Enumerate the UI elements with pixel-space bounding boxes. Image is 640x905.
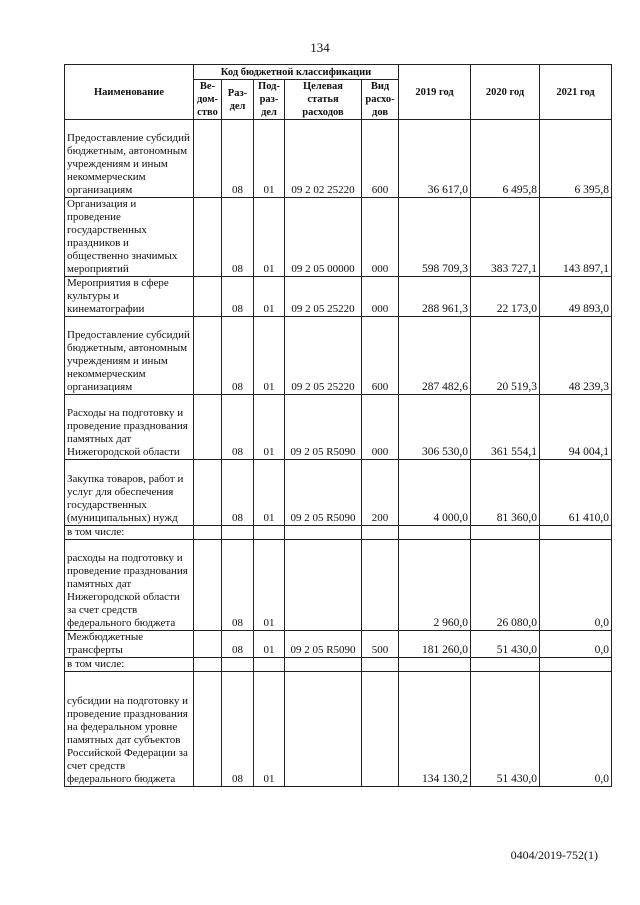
row-2019: 598 709,3: [399, 198, 471, 277]
row-ved: [194, 198, 222, 277]
row-2021: 61 410,0: [540, 460, 612, 526]
row-ved: [194, 540, 222, 631]
row-rz: 08: [222, 631, 254, 658]
header-name: Наименование: [65, 65, 194, 120]
row-2019: 2 960,0: [399, 540, 471, 631]
row-rz: 08: [222, 120, 254, 198]
table-row: [65, 395, 612, 460]
row-2020: 383 727,1: [471, 198, 540, 277]
row-2020: 51 430,0: [471, 631, 540, 658]
header-ved: Ве- дом- ство: [194, 80, 222, 120]
row-rz: 08: [222, 672, 254, 787]
header-2019: 2019 год: [399, 65, 471, 120]
row-2020: [471, 658, 540, 672]
row-2020: 20 519,3: [471, 317, 540, 395]
row-ved: [194, 631, 222, 658]
row-csr: [285, 672, 362, 787]
row-name: в том числе:: [65, 526, 194, 540]
row-pr: 01: [254, 631, 285, 658]
row-2019: [399, 526, 471, 540]
row-rz: 08: [222, 277, 254, 317]
row-vr: [362, 540, 399, 631]
row-2019: [399, 658, 471, 672]
row-2020: [471, 526, 540, 540]
page-number: 134: [310, 40, 330, 55]
header-vid: Вид расхо- дов: [362, 80, 399, 120]
row-pr: 01: [254, 460, 285, 526]
row-pr: [254, 526, 285, 540]
row-csr: 09 2 02 25220: [285, 120, 362, 198]
row-2019: 288 961,3: [399, 277, 471, 317]
row-pr: 01: [254, 395, 285, 460]
row-name: субсидии на подготовку и проведение празднования на федеральном уровне памятных дат субъектов Российской Федерации за счет средств федерального бюджета: [65, 672, 194, 787]
row-csr: 09 2 05 R5090: [285, 460, 362, 526]
row-vr: 000: [362, 395, 399, 460]
row-vr: [362, 658, 399, 672]
table-row: [65, 540, 612, 631]
row-name: Мероприятия в сфере культуры и кинематографии: [65, 277, 194, 317]
header-2021: 2021 год: [540, 65, 612, 120]
table-row: [65, 672, 612, 787]
row-csr: 09 2 05 R5090: [285, 395, 362, 460]
row-2020: 22 173,0: [471, 277, 540, 317]
row-vr: 600: [362, 120, 399, 198]
row-2020: 361 554,1: [471, 395, 540, 460]
row-rz: 08: [222, 395, 254, 460]
row-name: Расходы на подготовку и проведение празднования памятных дат Нижегородской области: [65, 395, 194, 460]
row-2019: 181 260,0: [399, 631, 471, 658]
row-2021: 143 897,1: [540, 198, 612, 277]
row-name: Закупка товаров, работ и услуг для обеспечения государственных (муниципальных) нужд: [65, 460, 194, 526]
table-row: [65, 198, 612, 277]
row-csr: 09 2 05 25220: [285, 317, 362, 395]
row-pr: 01: [254, 120, 285, 198]
row-rz: 08: [222, 540, 254, 631]
row-ved: [194, 277, 222, 317]
table-row: [65, 526, 612, 540]
row-name: расходы на подготовку и проведение празднования памятных дат Нижегородской области за счет средств федерального бюджета: [65, 540, 194, 631]
row-rz: 08: [222, 198, 254, 277]
row-ved: [194, 120, 222, 198]
row-2020: 81 360,0: [471, 460, 540, 526]
row-2019: 36 617,0: [399, 120, 471, 198]
row-csr: [285, 540, 362, 631]
row-pr: 01: [254, 672, 285, 787]
header-code-group: Код бюджетной классификации: [194, 65, 399, 80]
table-row: [65, 658, 612, 672]
row-pr: 01: [254, 198, 285, 277]
row-2019: 4 000,0: [399, 460, 471, 526]
row-2021: 0,0: [540, 540, 612, 631]
row-2021: 0,0: [540, 631, 612, 658]
row-ved: [194, 672, 222, 787]
row-csr: [285, 526, 362, 540]
row-csr: 09 2 05 25220: [285, 277, 362, 317]
row-2019: 306 530,0: [399, 395, 471, 460]
row-vr: 600: [362, 317, 399, 395]
row-2021: 0,0: [540, 672, 612, 787]
row-pr: [254, 658, 285, 672]
row-ved: [194, 658, 222, 672]
row-rz: [222, 658, 254, 672]
row-csr: 09 2 05 R5090: [285, 631, 362, 658]
row-ved: [194, 317, 222, 395]
row-name: Предоставление субсидий бюджетным, автономным учреждениям и иным некоммерческим организациям: [65, 120, 194, 198]
table-row: [65, 120, 612, 198]
row-vr: 000: [362, 198, 399, 277]
row-csr: [285, 658, 362, 672]
row-csr: 09 2 05 00000: [285, 198, 362, 277]
header-2020: 2020 год: [471, 65, 540, 120]
document-code: 0404/2019-752(1): [510, 848, 598, 862]
row-pr: 01: [254, 540, 285, 631]
row-2020: 51 430,0: [471, 672, 540, 787]
row-name: Организация и проведение государственных праздников и общественно значимых мероприятий: [65, 198, 194, 277]
row-name: Предоставление субсидий бюджетным, автономным учреждениям и иным некоммерческим организациям: [65, 317, 194, 395]
row-2021: 6 395,8: [540, 120, 612, 198]
row-vr: 500: [362, 631, 399, 658]
row-pr: 01: [254, 277, 285, 317]
row-2020: 26 080,0: [471, 540, 540, 631]
row-2021: 94 004,1: [540, 395, 612, 460]
row-vr: [362, 672, 399, 787]
table-row: [65, 277, 612, 317]
row-ved: [194, 395, 222, 460]
row-vr: 200: [362, 460, 399, 526]
row-2019: 287 482,6: [399, 317, 471, 395]
row-rz: 08: [222, 460, 254, 526]
row-name: Межбюджетные трансферты: [65, 631, 194, 658]
table-row: [65, 631, 612, 658]
row-rz: [222, 526, 254, 540]
row-2019: 134 130,2: [399, 672, 471, 787]
row-2021: 49 893,0: [540, 277, 612, 317]
row-pr: 01: [254, 317, 285, 395]
row-name: в том числе:: [65, 658, 194, 672]
row-vr: 000: [362, 277, 399, 317]
row-ved: [194, 526, 222, 540]
row-2021: [540, 658, 612, 672]
budget-table: [64, 64, 612, 787]
row-2021: [540, 526, 612, 540]
table-row: [65, 317, 612, 395]
row-ved: [194, 460, 222, 526]
header-razdel: Раз- дел: [222, 80, 254, 120]
header-podrazdel: Под- раз- дел: [254, 80, 285, 120]
header-csr: Целевая статья расходов: [285, 80, 362, 120]
row-vr: [362, 526, 399, 540]
row-2021: 48 239,3: [540, 317, 612, 395]
table-row: [65, 460, 612, 526]
row-2020: 6 495,8: [471, 120, 540, 198]
row-rz: 08: [222, 317, 254, 395]
